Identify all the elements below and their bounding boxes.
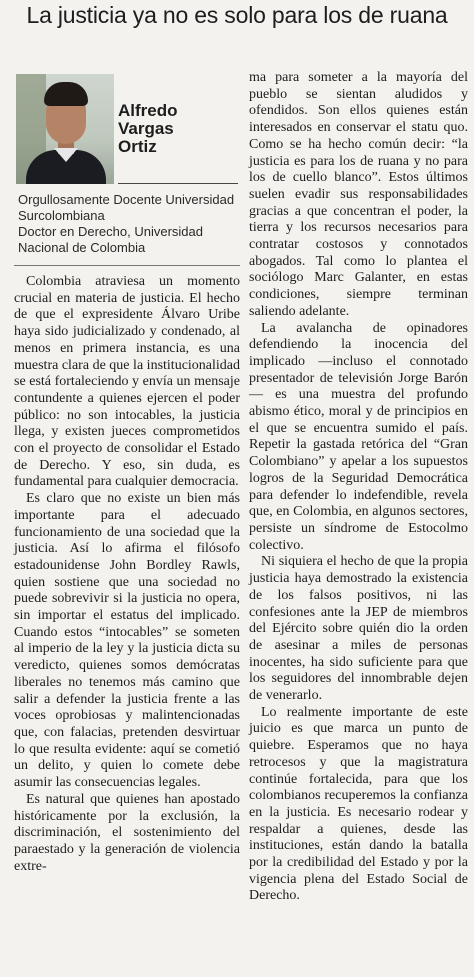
paragraph: ma para someter a la mayoría del pueblo se sientan aludidos y ofendidos. Son ellos quienes están interesados en conservar el statu quo. Como se ha hecho común decir: “la justicia es para los de ruana y no para los de cuello blanco”. Estos últimos suelen evadir sus responsabilidades gracias a que concentran el poder, la tierra y los recursos necesarios para contratar costosos y connotados abogados. Tal como lo plantea el sociólogo Marc Galanter, en estas condiciones, siempre terminan saliendo adelante. [249, 70, 468, 319]
author-box [14, 70, 240, 188]
paragraph: Lo realmente importante de este juicio es que marca un punto de quiebre. Esperamos que no haya retrocesos y que la magistratura continúe fortalecida, para que los colombianos recuperemos la confianza en la justicia. Es necesario rodear y respaldar a quienes, desde las instituciones, están dando la batalla por la credibilidad del Estado y por la vigencia plena del Estado Social de Derecho. [249, 704, 468, 904]
paragraph: Es natural que quienes han apostado históricamente por la exclusión, la discriminación, el sostenimiento del paraestado y la generación de violencia extre- [14, 791, 240, 874]
left-column [14, 70, 240, 875]
author-bio-line: Doctor en Derecho, Universidad Nacional de Colombia [18, 224, 203, 255]
author-photo [16, 74, 114, 184]
author-rule [118, 183, 238, 184]
paragraph: Colombia atraviesa un momento crucial en materia de justicia. El hecho de que el expresidente Álvaro Uribe haya sido judicializado y condenado, al menos en primera instancia, es una muestra clara de que la institucionalidad se está fortaleciendo y envía un mensaje contundente a quienes ejercen el poder público: no son intocables, la justicia llega, y existen jueces comprometidos con el proyecto de consolidar el Estado de Derecho. Y eso, sin duda, es fundamental para cualquier democracia. [14, 274, 240, 490]
author-bio [18, 192, 240, 256]
paragraph: Es claro que no existe un bien más importante para el adecuado funcionamiento de una sociedad que la justicia. Así lo afirma el filósofo estadounidense John Bordley Rawls, quien sostiene que una sociedad no puede sobrevivir si la justicia no opera, sin importar el estatus del implicado. Cuando estos “intocables” se someten al imperio de la ley y la justicia dicta su veredicto, quienes somos demócratas liberales no tenemos más camino que salir a defender la justicia frente a las voces oprobiosas y malintencionadas que, con falacias, pretenden desvirtuar lo que resulta evidente: aquí se cometió un delito, y quien lo comete debe asumir las consecuencias legales. [14, 491, 240, 791]
right-column [249, 70, 468, 905]
headline: La justicia ya no es solo para los de ruana [26, 2, 448, 28]
author-name-line: Vargas [118, 119, 174, 138]
divider [14, 265, 240, 266]
paragraph: Ni siquiera el hecho de que la propia justicia haya demostrado la existencia de los falsos positivos, ni las confesiones ante la JEP de miembros del Ejército sobre quién dio la orden de asesinar a miles de personas inocentes, ha sido suficiente para que los seguidores del innombrable dejen de venerarlo. [249, 554, 468, 704]
paragraph: La avalancha de opinadores defendiendo la inocencia del implicado —incluso el connotado presentador de televisión Jorge Barón— es una muestra del profundo abismo ético, moral y de principios en el que se encuentra sumido el país. Repetir la gastada retórica del “Gran Colombiano” y apelar a los supuestos logros de la Seguridad Democrática para defender lo indefendible, revela que, en Colombia, en algunos sectores, persiste un síndrome de Estocolmo colectivo. [249, 320, 468, 553]
author-name-line: Ortiz [118, 137, 157, 156]
author-name [118, 102, 242, 156]
author-name-line: Alfredo [118, 101, 178, 120]
author-bio-line: Orgullosamente Docente Universidad Surcolombiana [18, 192, 235, 223]
